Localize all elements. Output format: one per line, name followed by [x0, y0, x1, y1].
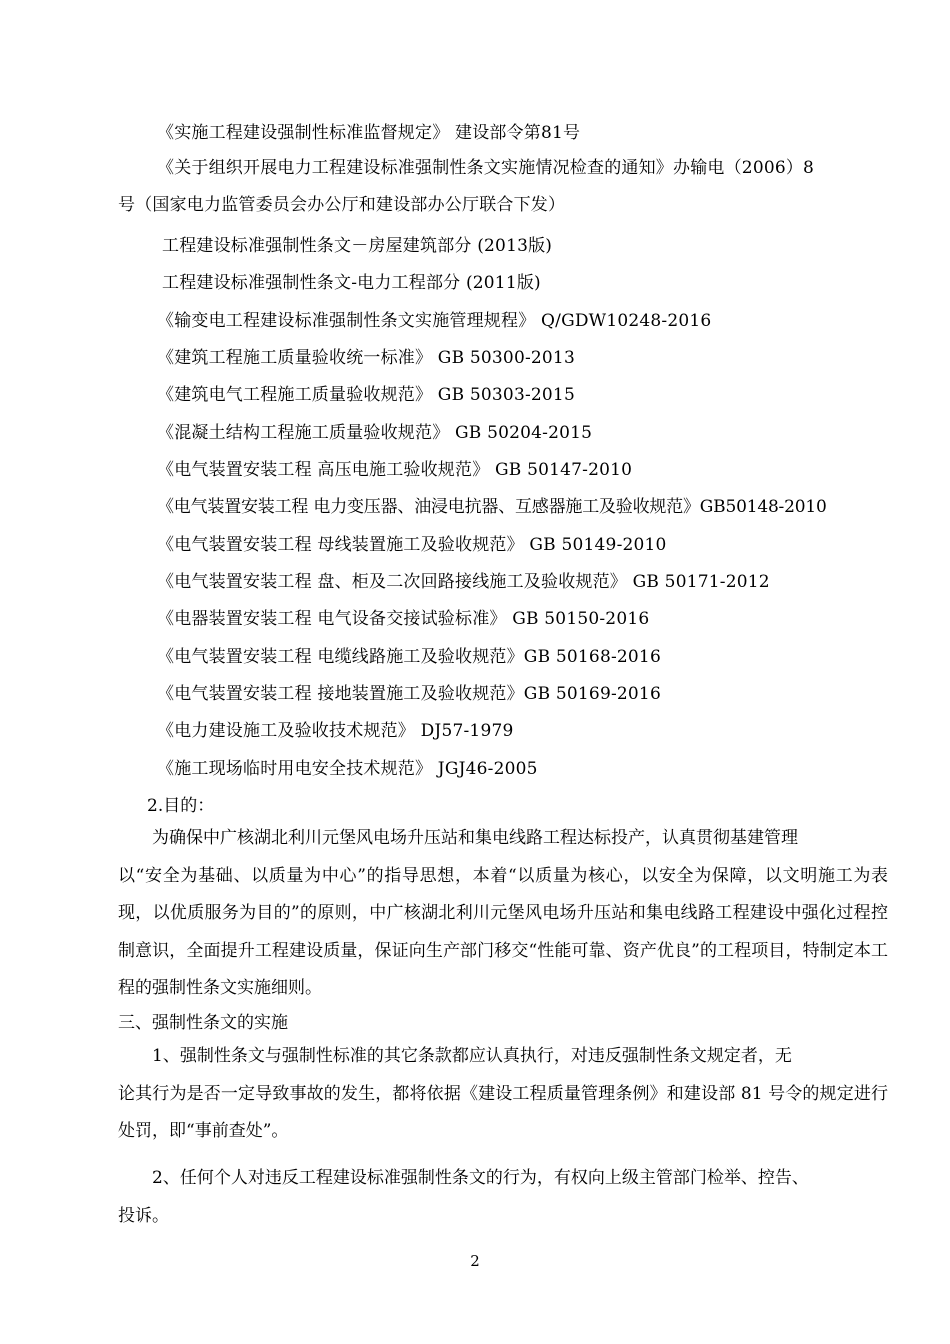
- reference-item: 《电气装置安装工程 高压电施工验收规范》 GB 50147-2010: [157, 460, 633, 480]
- clause-paragraph-2: [118, 1160, 888, 1235]
- reference-item: 《电气装置安装工程 母线装置施工及验收规范》 GB 50149-2010: [157, 535, 667, 555]
- reference-item: 《电力建设施工及验收技术规范》 DJ57-1979: [157, 721, 514, 741]
- paragraph-first-line: 1、强制性条文与强制性标准的其它条款都应认真执行，对违反强制性条文规定者，无: [152, 1046, 792, 1066]
- reference-item: 《混凝土结构工程施工质量验收规范》 GB 50204-2015: [157, 423, 593, 443]
- clause-paragraph-1: [118, 1038, 888, 1151]
- paragraph-body: 论其行为是否一定导致事故的发生，都将依据《建设工程质量管理条例》和建设部 81 号令的规定进行处罚，即“事前查处”。: [118, 1083, 888, 1141]
- reference-item: 《电器装置安装工程 电气设备交接试验标准》 GB 50150-2016: [157, 609, 650, 629]
- reference-item: [118, 150, 888, 224]
- reference-item: 《建筑电气工程施工质量验收规范》 GB 50303-2015: [157, 385, 575, 405]
- paragraph-first-line: 为确保中广核湖北利川元堡风电场升压站和集电线路工程达标投产，认真贯彻基建管理: [152, 828, 798, 848]
- reference-item: 《施工现场临时用电安全技术规范》 JGJ46-2005: [157, 759, 538, 779]
- reference-line: 号（国家电力监管委员会办公厅和建设部办公厅联合下发）: [118, 195, 566, 215]
- section-heading: 2.目的：: [147, 796, 215, 816]
- reference-item: 《电气装置安装工程 电缆线路施工及验收规范》GB 50168-2016: [157, 647, 661, 667]
- reference-item: 《电气装置安装工程 盘、柜及二次回路接线施工及验收规范》 GB 50171-2012: [157, 572, 770, 592]
- paragraph-body: 以“安全为基础、以质量为中心”的指导思想，本着“以质量为核心，以安全为保障，以文明施工为表现，以优质服务为目的”的原则，中广核湖北利川元堡风电场升压站和集电线路工程建设中强化过程控制意识，全面提升工程建设质量，保证向生产部门移交“性能可靠、资产优良”的工程项目，特制定本工程的强制性条文实施细则。: [118, 865, 888, 998]
- purpose-paragraph: [118, 820, 888, 1008]
- reference-item: 工程建设标准强制性条文-电力工程部分 (2011版): [162, 273, 541, 293]
- reference-item: 《输变电工程建设标准强制性条文实施管理规程》 Q/GDW10248-2016: [157, 311, 712, 331]
- reference-item: 工程建设标准强制性条文－房屋建筑部分 (2013版): [162, 236, 553, 256]
- reference-item: 《实施工程建设强制性标准监督规定》 建设部令第81号: [157, 123, 581, 143]
- reference-item: 《电气装置安装工程 接地装置施工及验收规范》GB 50169-2016: [157, 684, 661, 704]
- reference-item: 《电气装置安装工程 电力变压器、油浸电抗器、互感器施工及验收规范》GB50148-2010: [157, 497, 827, 517]
- paragraph-body: 投诉。: [118, 1205, 169, 1226]
- reference-item: 《建筑工程施工质量验收统一标准》 GB 50300-2013: [157, 348, 575, 368]
- section-heading: 三、强制性条文的实施: [118, 1013, 288, 1033]
- paragraph-first-line: 2、任何个人对违反工程建设标准强制性条文的行为，有权向上级主管部门检举、控告、: [152, 1168, 809, 1188]
- page-number: 2: [470, 1252, 480, 1270]
- reference-line: 《关于组织开展电力工程建设标准强制性条文实施情况检查的通知》办输电（2006）8: [157, 158, 815, 178]
